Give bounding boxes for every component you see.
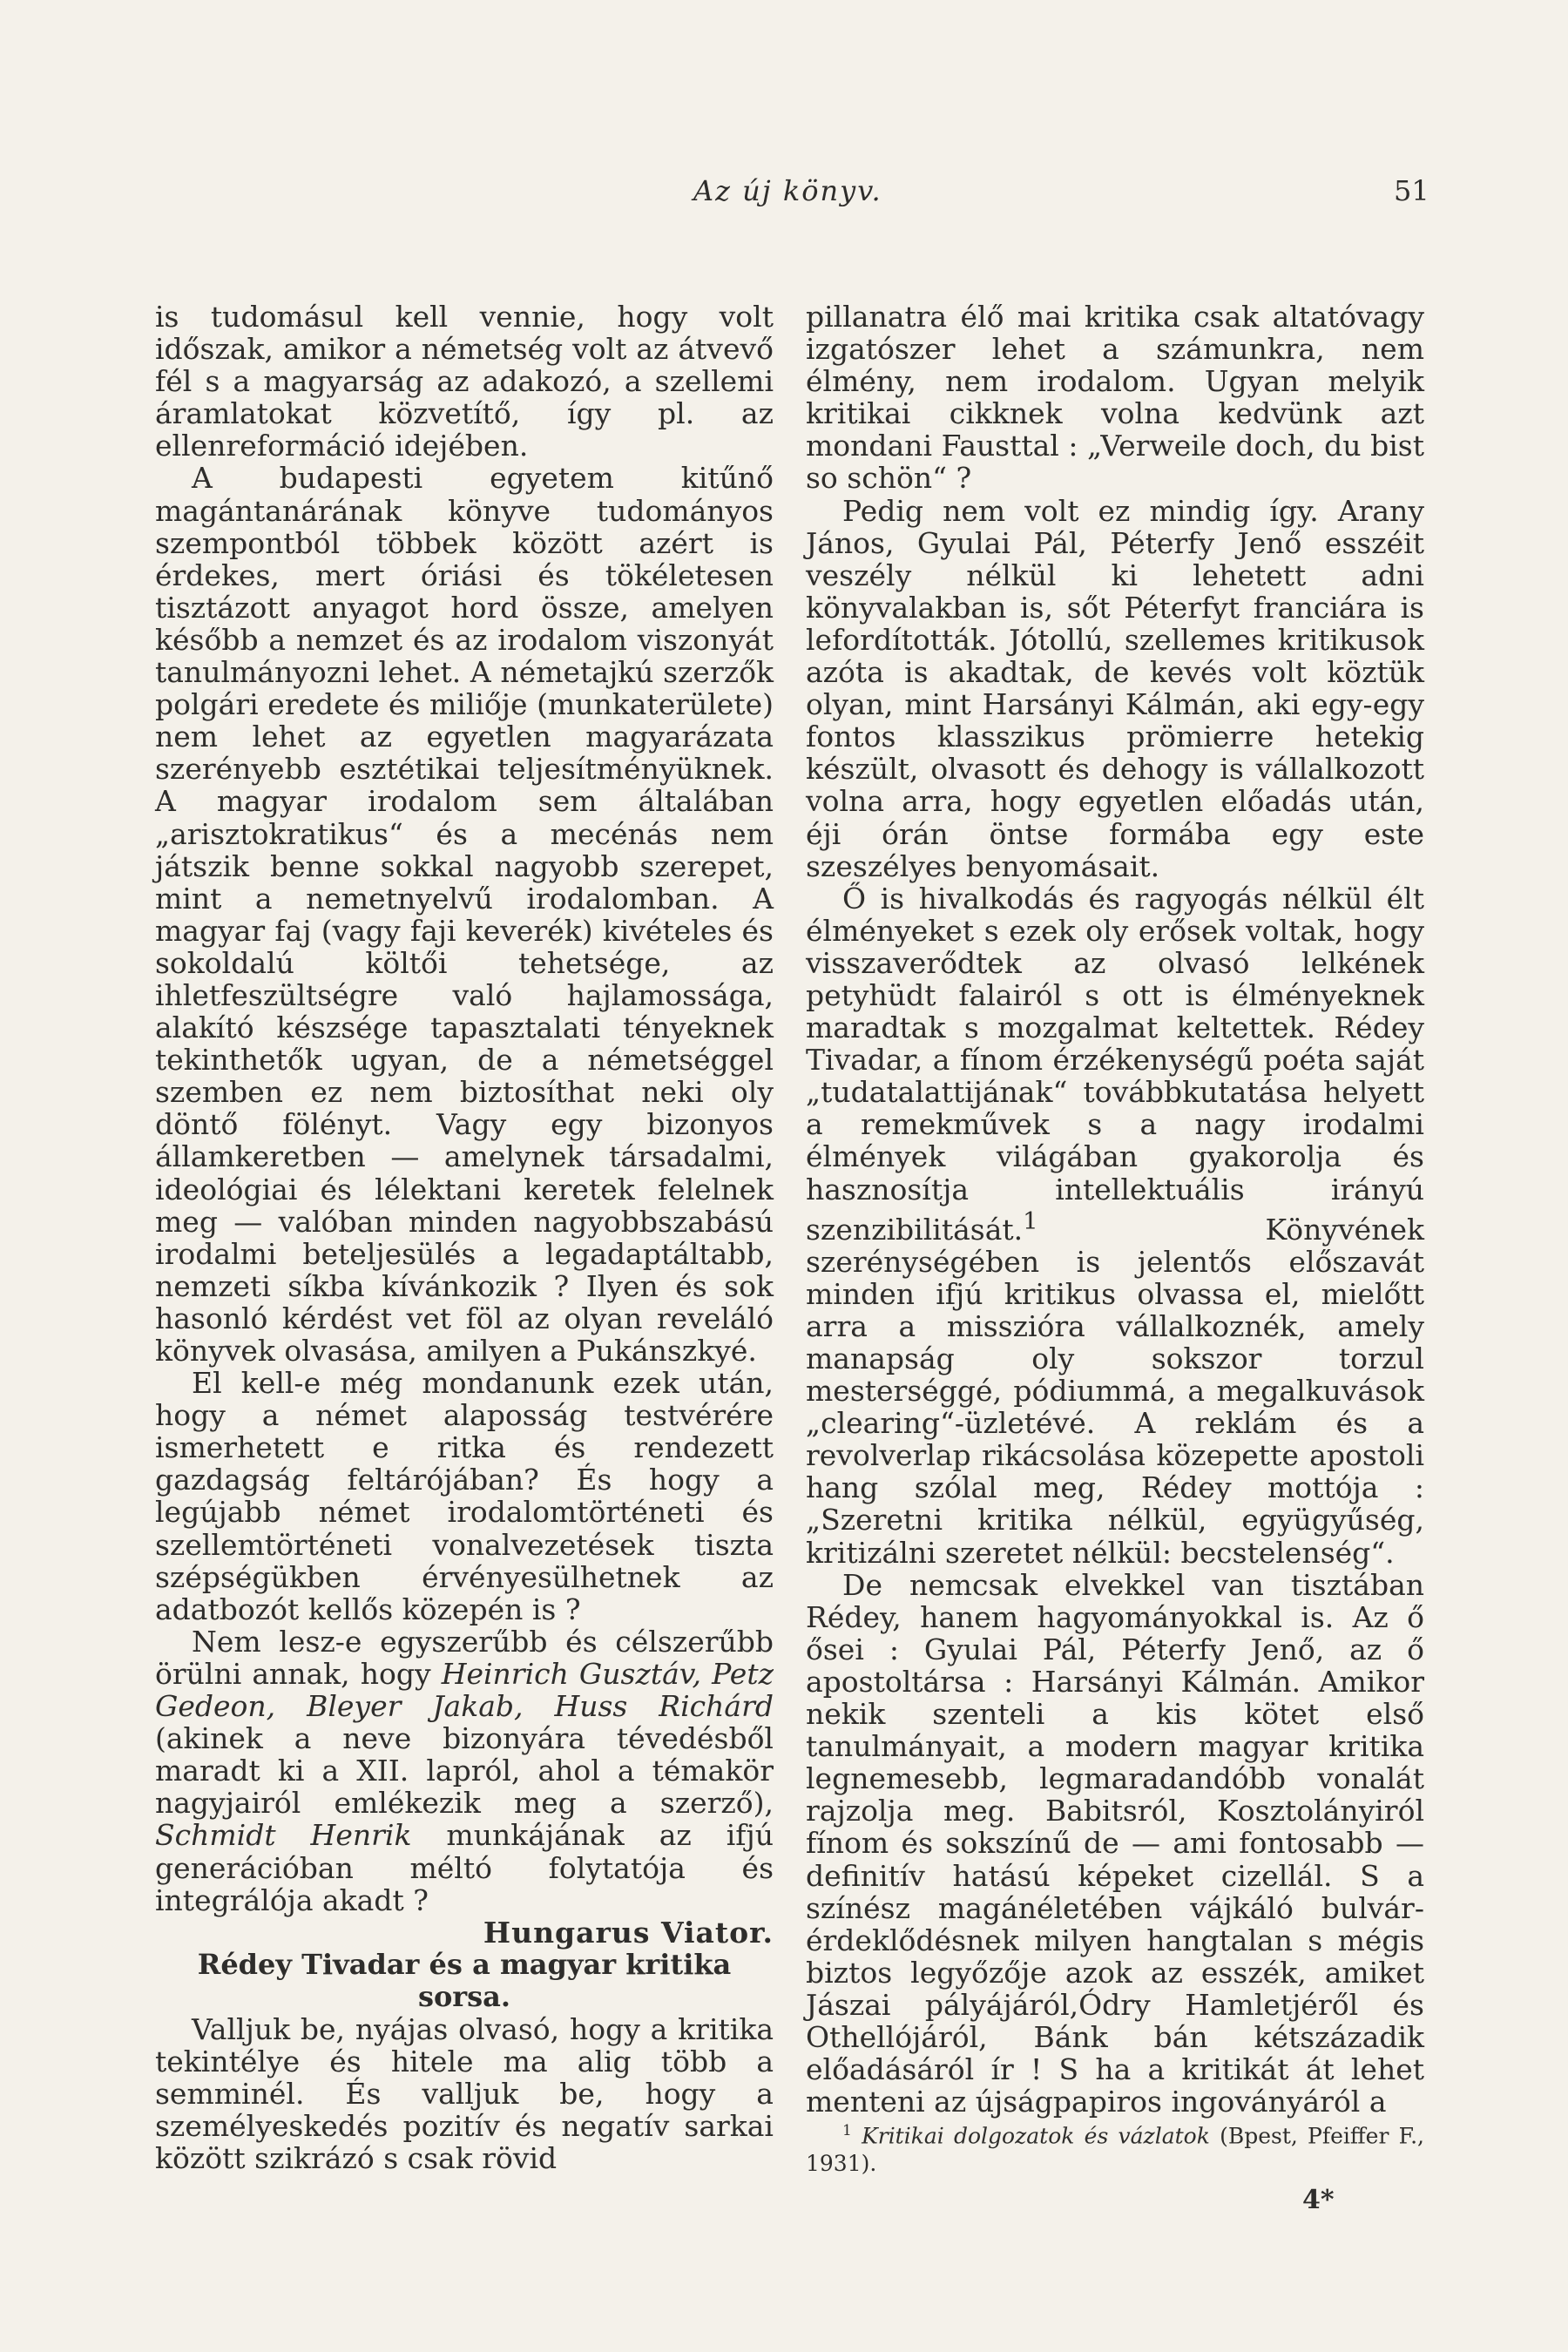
page-number: 51 bbox=[1394, 174, 1429, 207]
right-paragraph-1: pillanatra élő mai kritika csak altatóvagy izgatószer lehet a számunkra, nem élmény, nem irodalom. Ugyan melyik kritikai cikknek volna kedvünk azt mondani Fausttal : „Verweile doch, du bist so schön“ ? bbox=[806, 300, 1424, 496]
right-paragraph-4: De nemcsak elvekkel van tisztában Rédey, hanem hagyományokkal is. Az ő ősei : Gyulai Pál, Péterfy Jenő, az ő apostoltársa : Harsányi Kálmán. Amikor nekik szenteli a kis kötet első tanulmányait, a modern magyar kritika legnemesebb, legmaradandóbb vonalát rajzolja meg. Babitsról, Kosztolányiról fínom és sokszínű de — ami fontosabb — definitív hatású képeket cizellál. S a színész magánéletében vájkáló bulvár-érdeklődésnek milyen hangtalan s mégis biztos legyőzője azok az esszék, amiket Jászai pályájáról,Ódry Hamletjéről és Othellójáról, Bánk bán kétszázadik előadásáról ír ! S ha a kritikát át lehet menteni az újságpapiros ingoványáról a bbox=[806, 1567, 1424, 2119]
printer-signature-mark: 4* bbox=[1302, 2185, 1335, 2215]
right-paragraph-3-text-b: Könyvének szerénységében is jelentős előszavát minden ifjú kritikus olvassa el, mielőtt arra a misszióra vállalkoznék, amely manapság oly sokszor torzul mesterséggé, pódiummá, a megalkuvások „clearing“-üzletévé. A reklám és a revolverlap rikácsolása közepette apostoli hang szólal meg, Rédey mottója : „Szeretni kritika nélkül, együgyűség, kritizálni szeretet nélkül: becstelenség“. bbox=[806, 1212, 1424, 1570]
author-name-italic: Schmidt Henrik bbox=[155, 1818, 412, 1853]
left-column bbox=[155, 301, 774, 2174]
review-signature: Hungarus Viator. bbox=[483, 1915, 774, 1950]
left-paragraph-4-text-b: (akinek a neve bizonyára tévedésből maradt ki a XII. lapról, ahol a témakör nagyjairól emlékezik meg a szerző), bbox=[155, 1721, 774, 1821]
footnote-title: Kritikai dolgozatok és vázlatok bbox=[862, 2123, 1210, 2149]
left-paragraph-5: Valljuk be, nyájas olvasó, hogy a kritika tekintélye és hitele ma alig több a semminél. És valljuk be, hogy a személyeskedés pozitív és negatív sarkai között szikrázó s csak rövid bbox=[155, 2011, 774, 2176]
right-paragraph-3-text-a: Ő is hivalkodás és ragyogás nélkül élt élményeket s ezek oly erősek voltak, hogy visszaverődtek az olvasó lelkének petyhüdt falairól s ott is élményeknek maradtak s mozgalmat keltettek. Rédey Tivadar, a fínom érzékenységű poéta saját „tudatalattijának“ továbbkutatása helyett a remekművek s a nagy irodalmi élmények világában gyakorolja és hasznosítja intellektuális irányú szenzibilitását. bbox=[806, 881, 1424, 1247]
footnote bbox=[806, 2118, 1424, 2176]
footnote-reference: 1 bbox=[1023, 1206, 1038, 1235]
right-column bbox=[806, 301, 1424, 2177]
left-paragraph-4-text-a: Nem lesz-e egyszerűbb és célszerűbb örülni annak, hogy bbox=[155, 1624, 774, 1691]
right-paragraph-2: Pedig nem volt ez mindig így. Arany János, Gyulai Pál, Péterfy Jenő esszéit veszély nélkül ki lehetett adni könyvalakban is, sőt Péterfyt franciára is lefordították. Jótollú, szellemes kritikusok azóta is akadtak, de kevés volt köztük olyan, mint Harsányi Kálmán, aki egy-egy fontos klasszikus prömierre hetekig készült, olvasott és dehogy is vállalkozott volna arra, hogy egyetlen előadás után, éji órán öntse formába egy este szeszélyes benyomásait. bbox=[806, 493, 1424, 883]
footnote-publisher: (Bpest, Pfeiffer F., 1931). bbox=[806, 2123, 1424, 2176]
left-paragraph-1: is tudomásul kell vennie, hogy volt időszak, amikor a németség volt az átvevő fél s a magyarság az adakozó, a szellemi áramlatokat közvetítő, így pl. az ellenreformáció idejében. bbox=[155, 300, 774, 463]
section-title: Rédey Tivadar és a magyar kritika sorsa. bbox=[197, 1947, 732, 2013]
left-paragraph-2: A budapesti egyetem kitűnő magántanárának könyve tudományos szempontból többek között azért is érdekes, mert óriási és tökéletesen tisztázott anyagot hord össze, amelyen később a nemzet és az irodalom viszonyát tanulmányozni lehet. A németajkú szerzők polgári eredete és miliője (munkaterülete) nem lehet az egyetlen magyarázata szerényebb esztétikai teljesítményüknek. A magyar irodalom sem általában „arisztokratikus“ és a mecénás nem játszik benne sokkal nagyobb szerepet, mint a nemetnyelvű irodalomban. A magyar faj (vagy faji keverék) kivételes és sokoldalú költői tehetsége, az ihletfeszültségre való hajlamossága, alakító készsége tapasztalati tényeknek tekinthetők ugyan, de a németséggel szemben ez nem biztosíthat neki oly döntő fölényt. Vagy egy bizonyos államkeretben — amelynek társadalmi, ideológiai és lélektani keretek felelnek meg — valóban minden nagyobbszabású irodalmi beteljesülés a legadaptáltabb, nemzeti síkba kívánkozik ? Ilyen és sok hasonló kérdést vet föl az olyan reveláló könyvek olvasása, amilyen a Pukánszkyé. bbox=[155, 461, 774, 1368]
author-names-italic: Heinrich Gusztáv, Petz Gedeon, Bleyer Jakab, Huss Richárd bbox=[155, 1656, 774, 1724]
left-paragraph-3: El kell-e még mondanunk ezek után, hogy a német alaposság testvérére ismerhetett e ritka és rendezett gazdagság feltárójában? És hogy a legújabb német irodalomtörténeti és szellemtörténeti vonalvezetések tiszta szépségükben érvényesülhetnek az adatbozót kellős közepén is ? bbox=[155, 1366, 774, 1626]
left-paragraph-4 bbox=[155, 1625, 774, 1916]
footnote-number: 1 bbox=[842, 2122, 852, 2140]
left-paragraph-4-text-c: munkájának az ifjú generációban méltó folytatója és integrálója akadt ? bbox=[155, 1818, 774, 1917]
right-paragraph-3 bbox=[806, 882, 1424, 1569]
running-header-title: Az új könyv. bbox=[693, 174, 882, 207]
